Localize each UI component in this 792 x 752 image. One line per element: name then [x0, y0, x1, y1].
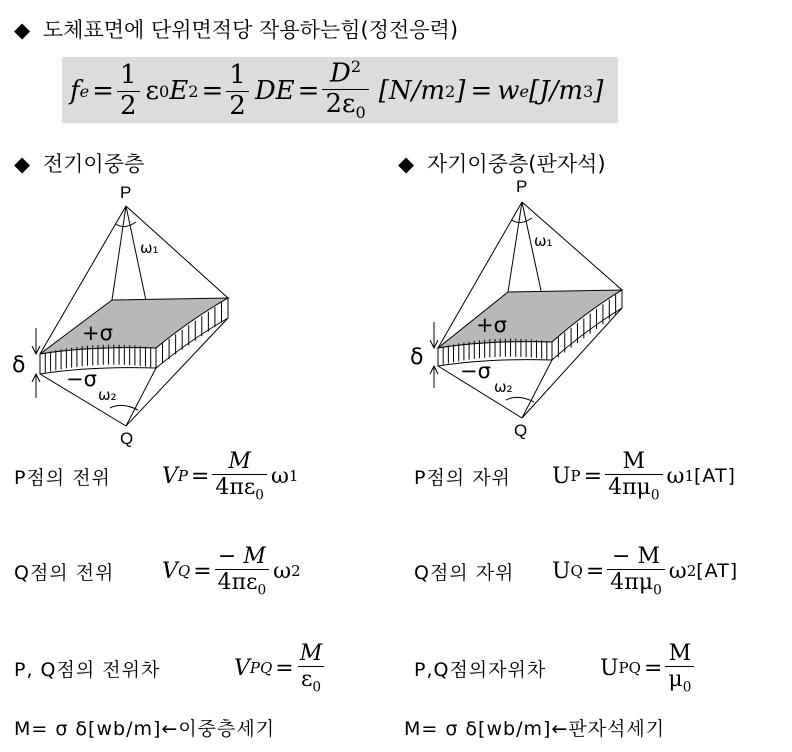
electric-row-2 — [14, 640, 325, 696]
electric-row-sub: P — [177, 467, 188, 485]
magnetic-double-layer-figure — [400, 172, 640, 442]
bullet-icon: ◆ — [14, 18, 31, 42]
unit-J: [J/m — [529, 76, 584, 106]
equals-sign: = — [193, 558, 212, 584]
right-plus-sigma: +σ — [476, 313, 507, 337]
magnetic-row-fraction — [605, 450, 662, 503]
equals-sign: = — [643, 655, 663, 681]
half-fraction-1 — [117, 62, 140, 120]
electric-row-label: Q점의 전위 — [14, 561, 115, 584]
fraction-num: M — [668, 640, 692, 666]
bullet-icon: ◆ — [398, 152, 415, 176]
electric-row-sub: Q — [177, 562, 191, 580]
right-point-P: P — [516, 177, 528, 196]
electric-row-fraction — [297, 642, 326, 695]
magnetic-row-sub: PQ — [618, 659, 641, 677]
unit-AT: [AT] — [696, 560, 739, 582]
formula-f: f — [70, 76, 80, 106]
D-den-text: 2ε — [325, 89, 356, 120]
formula-equals-4: = — [470, 76, 493, 106]
formula-eps: ε — [145, 76, 159, 106]
D-fraction — [322, 59, 368, 122]
electric-row-1 — [14, 543, 301, 599]
fraction-num: M — [299, 640, 323, 666]
electric-row-fraction — [212, 450, 267, 503]
magnetic-row-fraction — [665, 642, 694, 695]
D-den-sub: 0 — [355, 103, 366, 123]
electric-row-var: V — [162, 558, 178, 584]
formula-E: E — [169, 76, 189, 106]
left-minus-sigma: −σ — [66, 367, 97, 391]
magnetic-heading-text: 자기이중층(판자석) — [426, 152, 606, 176]
half-num: 1 — [119, 60, 137, 91]
fraction-den: 4πμ — [610, 569, 654, 595]
electric-double-layer-figure — [0, 178, 250, 448]
formula-equals-3: = — [297, 76, 320, 106]
left-omega2: ω₂ — [98, 386, 117, 404]
omega-symbol: ω — [273, 558, 292, 584]
electric-heading-text: 전기이중층 — [42, 152, 145, 176]
omega-sub: 1 — [288, 467, 299, 485]
fraction-num: M — [622, 448, 646, 474]
unit-N-exp: 2 — [445, 81, 456, 101]
left-omega1: ω₁ — [140, 239, 159, 257]
D-var: D — [330, 59, 351, 90]
fraction-den-sub: 0 — [257, 582, 267, 599]
equals-sign: = — [585, 558, 605, 584]
half-den-2: 2 — [226, 91, 249, 120]
equals-sign: = — [190, 463, 210, 489]
unit-J-close: ] — [593, 76, 604, 106]
electric-row-sub: PQ — [249, 659, 273, 677]
stress-heading-text: 도체표면에 단위면적당 작용하는힘(정전응력) — [42, 18, 459, 42]
formula-eps-sub: 0 — [159, 81, 170, 101]
fraction-den: 4πε — [215, 474, 256, 500]
magnetic-row-2 — [414, 640, 694, 696]
electric-row-label: P점의 전위 — [14, 466, 111, 489]
formula-f-sub: e — [79, 81, 90, 101]
magnetic-row-label: P,Q점의자위차 — [414, 658, 547, 681]
formula-equals-2: = — [201, 76, 224, 106]
magnetic-row-fraction — [607, 545, 664, 598]
omega-symbol: ω — [668, 558, 687, 584]
fraction-den-sub: 0 — [653, 582, 662, 599]
stress-formula — [70, 57, 604, 123]
omega-sub: 1 — [684, 467, 695, 485]
fraction-den: ε — [300, 666, 313, 692]
footer-left: M= σ δ[wb/m]←이중층세기 — [14, 718, 276, 740]
half-den: 2 — [117, 91, 140, 120]
electric-row-label: P, Q점의 전위차 — [14, 658, 161, 681]
magnetic-row-sub: Q — [570, 562, 583, 580]
right-point-Q: Q — [514, 421, 528, 440]
formula-w: w — [497, 76, 520, 106]
fraction-den-sub: 0 — [312, 679, 322, 696]
fraction-den-sub: 0 — [682, 679, 692, 696]
magnetic-row-var: U — [552, 463, 571, 489]
magnetic-row-var: U — [600, 655, 619, 681]
formula-E-sq: 2 — [188, 81, 199, 101]
unit-N: [N/m — [378, 76, 446, 106]
half-fraction-2 — [226, 62, 249, 120]
D-den — [322, 89, 368, 122]
fraction-den-sub: 0 — [255, 487, 264, 504]
fraction-num: − M — [612, 543, 660, 569]
equals-sign: = — [275, 655, 294, 681]
magnetic-row-0 — [414, 448, 736, 504]
unit-AT: [AT] — [694, 465, 736, 487]
left-plus-sigma: +σ — [82, 321, 113, 345]
right-omega1: ω₁ — [534, 232, 553, 250]
left-delta: δ — [12, 353, 26, 378]
unit-N-close: ] — [455, 76, 466, 106]
stress-heading — [14, 14, 458, 44]
right-delta: δ — [410, 345, 424, 370]
fraction-den-sub: 0 — [650, 487, 660, 504]
fraction-num: M — [228, 448, 251, 474]
right-omega2: ω₂ — [494, 378, 513, 396]
electric-row-var: V — [234, 655, 250, 681]
right-minus-sigma: −σ — [460, 359, 491, 383]
D-sq: 2 — [350, 57, 362, 77]
half-num-2: 1 — [229, 60, 246, 91]
omega-symbol: ω — [270, 463, 289, 489]
electric-row-0 — [14, 448, 298, 504]
equals-sign: = — [583, 463, 603, 489]
omega-sub: 2 — [291, 562, 301, 580]
formula-w-sub: e — [519, 81, 530, 101]
unit-J-exp: 3 — [583, 81, 594, 101]
omega-symbol: ω — [666, 463, 685, 489]
electric-row-fraction — [215, 545, 270, 598]
omega-sub: 2 — [686, 562, 697, 580]
footer-right: M= σ δ[wb/m]←판자석세기 — [404, 718, 666, 740]
D-num — [327, 59, 364, 89]
left-point-P: P — [120, 183, 132, 202]
fraction-den: μ — [668, 666, 683, 692]
left-point-Q: Q — [120, 429, 134, 448]
bullet-icon: ◆ — [14, 152, 31, 176]
magnetic-row-var: U — [552, 558, 571, 584]
magnetic-row-1 — [414, 543, 738, 599]
magnetic-row-label: P점의 자위 — [414, 466, 511, 489]
fraction-den: 4πε — [217, 569, 258, 595]
formula-equals: = — [92, 76, 114, 106]
fraction-den: 4πμ — [608, 474, 651, 500]
formula-DE: DE — [254, 76, 295, 106]
electric-row-var: V — [162, 463, 178, 489]
fraction-num: − M — [217, 543, 266, 569]
magnetic-row-label: Q점의 자위 — [414, 561, 515, 584]
magnetic-row-sub: P — [570, 467, 581, 485]
electric-heading — [14, 148, 144, 178]
